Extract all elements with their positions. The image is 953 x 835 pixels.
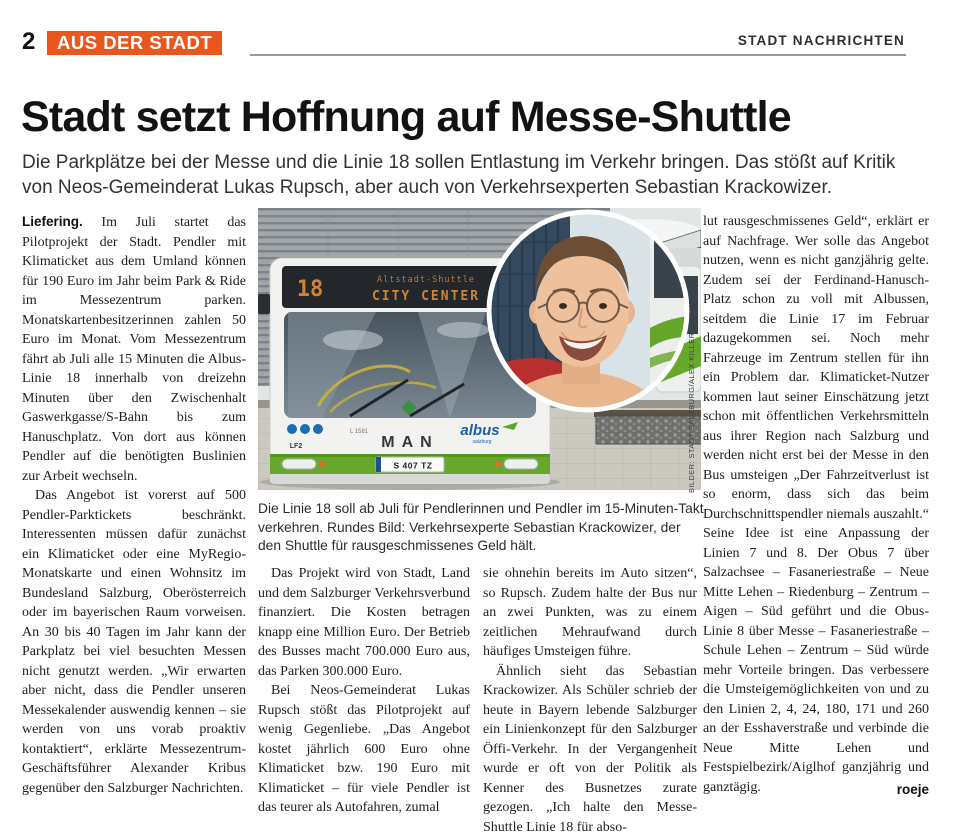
paragraph: Das Angebot ist vorerst auf 500 Pendler-Parktickets beschränkt. Interessenten müssen dafür zunächst ein Klimaticket oder eine MyRegio-Monatskarte und einen Wohnsitz im Bundesland Salzburg, Oberösterreich oder im bayerischen Raum vorweisen. An 30 bis 40 Tagen im Jahr kann der Parkplatz bei viel besuchten Messen nicht genutzt werden. „Wir erwarten aber nicht, dass die Pendler unseren Messekalender auswendig kennen – sie werden von uns vorab proaktiv kontaktiert“, erklärte Messezentrum-Geschäftsführer Alexander Kribus gegenüber den Salzburger Nachrichten.	[22, 488, 246, 796]
door-code: LF2	[289, 443, 303, 450]
body-column-1	[22, 212, 246, 832]
bus-make: MAN	[381, 434, 439, 451]
paragraph	[22, 212, 246, 486]
article-deck: Die Parkplätze bei der Messe und die Linie 18 sollen Entlastung im Verkehr bringen. Das stößt auf Kritik von Neos-Gemeinderat Lukas Rupsch, aber auch von Verkehrsexperten Sebastian Krackowizer.	[22, 152, 896, 198]
photo-illustration	[258, 208, 701, 490]
paragraph-text: Im Juli startet das Pilotprojekt der Stadt. Pendler mit Klimaticket aus dem Umland können für 190 Euro im Jahr beim Park & Ride im Messezentrum parken. Monatskartenbesitzerinnen zahlen 50 Euro im Monat. Vom Messezentrum fährt ab Juli alle 15 Minuten die Albus-Linie 18 innerhalb von dreizehn Minuten über den Zwischenhalt Gaswerkgasse/S-Bahn bis zum Hanuschplatz. Von dort aus können Pendler auf die benötigten Buslinien zur Arbeit wechseln.	[22, 215, 246, 484]
body-column-3	[483, 564, 697, 835]
bus-mirror	[258, 294, 270, 314]
license-plate-text: S 407 TZ	[393, 460, 433, 471]
paragraph	[703, 212, 929, 797]
body-column-4	[703, 212, 929, 832]
paragraph-text: lut rausgeschmissenes Geld“, erklärt er auf Nachfrage. Wer solle das Angebot nutzen, wenn es nicht ganzjährig gelte. Zudem sei der Ferdinand-Hanusch-Platz schon zu voll mit Albussen, seitdem die Linie 17 im Februar dazugekommen sei. Noch mehr Fahrzeuge im Zentrum stellen für ihn ein Problem dar. Klimaticket-Nutzer kommen laut seiner Einschätzung jetzt schon mit öffentlichen Verkehrsmitteln aus ihrer Region nach Salzburg und werden nicht erst bei der Messe in den Bus umsteigen „Der Fahrzeitverlust ist so enorm, dass sich das beim Durchschnittspendler niemals auszahlt.“ Seine Idee ist eine Anpassung der Linien 7 und 8. Der Obus 7 über Salzachsee – Fasaneriestraße – Neue Mitte Lehen – Riedenburg – Zentrum – Aigen – Süd geführt und die Obus-Linie 8 über Messe – Fasaneriestraße – Schule Lehen – Zentrum – Süd würde mehr Vorteile bringen. Das verbessere die Umsteigemöglichkeiten von und zu den Linien 2, 4, 24, 180, 171 und 260 an der Esshaverstraße und verbinde die Neue Mitte Lehen und Festspielbezirk/Aiglhof ganzjährig und ganztägig.	[703, 214, 929, 795]
headlight-right	[504, 459, 538, 469]
section-kicker: AUS DER STADT	[47, 31, 222, 55]
paragraph: Bei Neos-Gemeinderat Lukas Rupsch stößt das Pilotprojekt auf wenig Gegenliebe. „Das Angebot kostet jährlich 600 Euro ohne Klimaticket bzw. 190 Euro mit Klimaticket – für viele Pendler ist das teurer als Autofahren, zumal	[258, 683, 470, 815]
albus-logo-sub: salzburg	[472, 439, 492, 445]
author-byline: roeje	[896, 781, 929, 797]
masthead-section-title: STADT NACHRICHTEN	[737, 33, 905, 48]
dateline-lead: Liefering.	[22, 214, 83, 229]
photo-credit: BILDER: STADT SALZBURG/ALEX KILLER; PRIVAT	[687, 299, 696, 493]
bus-sign-top: Altstadt-Shuttle	[377, 275, 475, 285]
paragraph: Das Projekt wird von Stadt, Land und dem Salzburger Verkehrsverbund finanziert. Die Kosten betragen knapp eine Million Euro. Der Betrieb des Busses macht 700.000 Euro aus, das Parken 300.000 Euro.	[258, 566, 470, 679]
albus-logo: albus	[460, 422, 500, 439]
header-rule	[250, 54, 906, 56]
article-headline: Stadt setzt Hoffnung auf Messe-Shuttle	[21, 93, 791, 141]
gabion-bench	[596, 416, 701, 444]
page-number: 2	[22, 28, 36, 55]
body-column-2	[258, 564, 470, 835]
photo-caption: Die Linie 18 soll ab Juli für Pendlerinnen und Pendler im 15-Minuten-Takt verkehren. Rundes Bild: Verkehrsexperte Sebastian Krackowizer, der den Shuttle für rausgeschmissenes Geld hält.	[258, 501, 704, 554]
headlight-left	[282, 459, 316, 469]
article-photo	[258, 208, 701, 490]
paragraph: Ähnlich sieht das Sebastian Krackowizer. Als Schüler schrieb der heute in Bayern lebende Salzburger ein Linienkonzept für den Salzburger Öffi-Verkehr. In der Vergangenheit wurde er oft von der Politik als Kenner des Busnetzes zurate gezogen. „Ich halte den Messe-Shuttle Linie 18 für abso-	[483, 663, 697, 835]
bus-line-number: 18	[296, 277, 324, 302]
paragraph: sie ohnehin bereits im Auto sitzen“, so Rupsch. Zudem halte der Bus nur an zwei Punkten, was zu einem zeitlichen Mehraufwand durch häufiges Umsteigen führe.	[483, 566, 697, 659]
fleet-number: L 1581	[350, 429, 369, 435]
bus-sign-main: CITY CENTER	[371, 289, 481, 304]
